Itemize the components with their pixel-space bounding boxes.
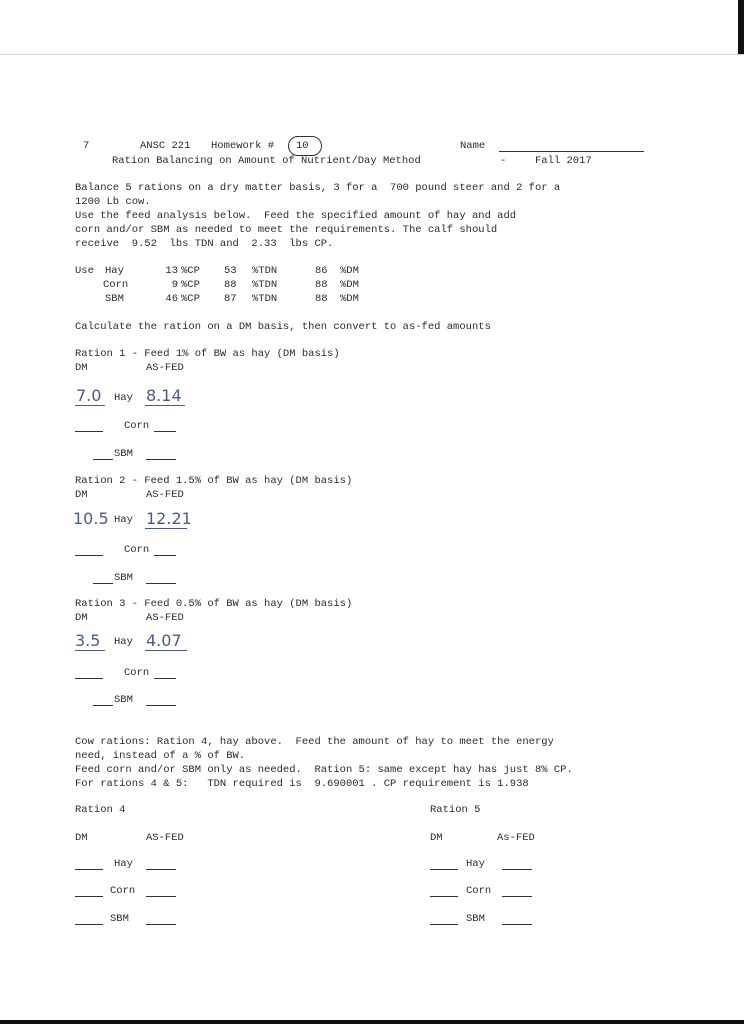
homework-number: 10 [296,140,309,152]
hay-asfed-underline [145,528,187,529]
feed-dm: 88 [315,279,328,291]
scan-top-margin [0,0,744,55]
corn-dm-blank[interactable] [430,896,458,897]
hay-dm-blank[interactable] [75,869,103,870]
feed-cp: 9 [171,279,178,291]
cow-instructions: Feed corn and/or SBM only as needed. Ration 5: same except hay has just 8% CP. [75,764,573,776]
feed-use-label: Use [75,265,94,277]
dm-column-label: DM [75,832,88,844]
asfed-column-label: AS-FED [146,489,184,501]
corn-label: Corn [110,885,136,897]
corn-dm-blank[interactable] [75,896,103,897]
corn-asfed-blank[interactable] [146,896,176,897]
sbm-dm-blank[interactable] [93,583,113,584]
intro-line: 1200 Lb cow. [75,196,151,208]
ration-title: Ration 3 - Feed 0.5% of BW as hay (DM basis) [75,598,353,610]
dm-unit: %DM [340,279,359,291]
hay-asfed-answer[interactable]: 12.21 [146,509,192,528]
hay-label: Hay [114,636,133,648]
hay-asfed-blank[interactable] [502,869,532,870]
hay-asfed-underline [145,405,185,406]
subtitle-dash: - [500,155,507,167]
feed-dm: 86 [315,265,328,277]
dm-column-label: DM [75,362,88,374]
sbm-label: SBM [466,913,485,925]
hay-dm-blank[interactable] [430,869,458,870]
sbm-label: SBM [114,448,133,460]
hay-asfed-answer[interactable]: 4.07 [146,631,182,650]
intro-line: Balance 5 rations on a dry matter basis, 3 for a 700 pound steer and 2 for a [75,182,561,194]
name-field[interactable] [499,151,644,152]
name-label: Name [460,140,486,152]
hay-label: Hay [114,392,133,404]
homework-label: Homework # [211,140,275,152]
hay-dm-answer[interactable]: 3.5 [75,631,101,650]
hay-dm-underline [75,405,105,406]
cow-instructions: Cow rations: Ration 4, hay above. Feed the amount of hay to meet the energy [75,736,554,748]
feed-name: Corn [103,279,129,291]
sbm-dm-blank[interactable] [93,705,113,706]
scan-edge [738,0,744,54]
sbm-dm-blank[interactable] [93,459,113,460]
sbm-asfed-blank[interactable] [502,924,532,925]
asfed-column-label: As-FED [497,832,535,844]
dm-column-label: DM [75,612,88,624]
feed-cp: 46 [165,293,178,305]
ration-title: Ration 4 [75,804,126,816]
feed-name: SBM [105,293,124,305]
corn-label: Corn [124,667,150,679]
hay-dm-answer[interactable]: 7.0 [76,386,102,405]
instruction: Calculate the ration on a DM basis, then convert to as-fed amounts [75,321,491,333]
corn-label: Corn [466,885,492,897]
tdn-unit: %TDN [252,265,278,277]
cp-unit: %CP [181,293,200,305]
sbm-dm-blank[interactable] [75,924,103,925]
cow-instructions: For rations 4 & 5: TDN required is 9.690001 . CP requirement is 1.938 [75,778,529,790]
corn-dm-blank[interactable] [75,431,103,432]
sbm-label: SBM [110,913,129,925]
corn-dm-blank[interactable] [75,678,103,679]
hay-dm-answer[interactable]: 10.5 [73,509,109,528]
intro-line: corn and/or SBM as needed to meet the requirements. The calf should [75,224,498,236]
corn-dm-blank[interactable] [75,555,103,556]
hay-dm-underline [75,650,105,651]
cow-instructions: need, instead of a % of BW. [75,750,246,762]
ration-title: Ration 2 - Feed 1.5% of BW as hay (DM basis) [75,475,353,487]
hay-label: Hay [466,858,485,870]
feed-tdn: 88 [224,279,237,291]
feed-name: Hay [105,265,124,277]
corn-label: Corn [124,544,150,556]
hay-label: Hay [114,514,133,526]
course-code: ANSC 221 [140,140,191,152]
feed-tdn: 87 [224,293,237,305]
page-number: 7 [83,140,90,152]
hay-asfed-answer[interactable]: 8.14 [146,386,182,405]
dm-column-label: DM [430,832,443,844]
hay-label: Hay [114,858,133,870]
corn-asfed-blank[interactable] [154,678,176,679]
feed-tdn: 53 [224,265,237,277]
asfed-column-label: AS-FED [146,362,184,374]
cp-unit: %CP [181,265,200,277]
sbm-asfed-blank[interactable] [146,459,176,460]
sbm-asfed-blank[interactable] [146,705,176,706]
ration-title: Ration 5 [430,804,481,816]
scan-bottom-edge [0,1020,744,1024]
asfed-column-label: AS-FED [146,612,184,624]
subtitle: Ration Balancing on Amount of Nutrient/Day Method [112,155,421,167]
feed-cp: 13 [165,265,178,277]
dm-column-label: DM [75,489,88,501]
sbm-dm-blank[interactable] [430,924,458,925]
ration-title: Ration 1 - Feed 1% of BW as hay (DM basis) [75,348,340,360]
sbm-asfed-blank[interactable] [146,583,176,584]
hay-asfed-underline [145,650,187,651]
tdn-unit: %TDN [252,293,278,305]
term: Fall 2017 [535,155,592,167]
corn-label: Corn [124,420,150,432]
corn-asfed-blank[interactable] [154,555,176,556]
asfed-column-label: AS-FED [146,832,184,844]
dm-unit: %DM [340,293,359,305]
sbm-asfed-blank[interactable] [146,924,176,925]
intro-line: receive 9.52 lbs TDN and 2.33 lbs CP. [75,238,334,250]
sbm-label: SBM [114,694,133,706]
corn-asfed-blank[interactable] [502,896,532,897]
tdn-unit: %TDN [252,279,278,291]
sbm-label: SBM [114,572,133,584]
hay-asfed-blank[interactable] [146,869,176,870]
dm-unit: %DM [340,265,359,277]
feed-dm: 88 [315,293,328,305]
cp-unit: %CP [181,279,200,291]
corn-asfed-blank[interactable] [154,431,176,432]
intro-line: Use the feed analysis below. Feed the specified amount of hay and add [75,210,517,222]
